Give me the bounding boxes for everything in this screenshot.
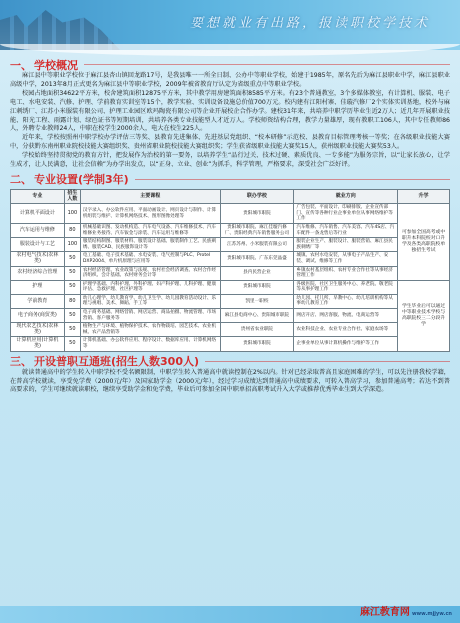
- major-courses: 机械基础识图、发动机构造、汽车电气设备、汽车维修技术、汽车维修业务接待、汽车钣金与涂装、汽车运用与维修等: [80, 223, 220, 237]
- table-header: 联办学校: [220, 189, 294, 203]
- table-row: [11, 252, 450, 266]
- major-jobs: 城镇、农村水电安装，从事电子产品生产、安装、调试、维修等工作: [294, 252, 398, 266]
- major-jobs: 广告包装、平面设计、印刷排版、企业宣传部门、宣传等各种行业企事业单位从事网络维护等工作: [294, 204, 398, 224]
- major-courses: 幼儿心理学、幼儿教育学、幼儿卫生学、幼儿园教育活动设计、乐理与视唱、美术、舞蹈、手工等: [80, 294, 220, 308]
- header-banner: [0, 0, 460, 50]
- major-partner: 江苏苏州、小米服装有限公司: [220, 238, 294, 252]
- table-header: 专业: [11, 189, 65, 203]
- major-courses: 服装结构制图、服装材料、服装设计基础、服装制作工艺、民族刺绣、服装CAD、民族服饰设计等: [80, 238, 220, 252]
- major-count: 50: [64, 323, 80, 337]
- table-row: [11, 223, 450, 237]
- school-building-image: [0, 0, 120, 50]
- table-row: [11, 337, 450, 351]
- major-name: 农村电气技术(农林类): [11, 252, 65, 266]
- major-courses: 汉字录入、办公软件应用、平面动画设计、网页设计与制作、计算机组装与维护、计算机网络技术、图形图像处理等: [80, 204, 220, 224]
- major-jobs: 幼儿园、托儿所、早教中心、幼儿培训机构等从事幼儿教育工作: [294, 294, 398, 308]
- major-jobs: 企事业单位从事计算机操作与维护等工作: [294, 337, 398, 351]
- table-header: 升学: [398, 189, 450, 203]
- major-count: 50: [64, 280, 80, 294]
- major-upgrade-path: 学生毕业后可以通过中等职业技术学校与高职院校三二分段升学: [398, 280, 450, 351]
- table-header: 招生人数: [64, 189, 80, 203]
- major-count: 50: [64, 266, 80, 280]
- section-title-general-vocational-class: 三、 开设普职互通班(招生人数300人): [10, 354, 450, 369]
- table-header: 就业方向: [294, 189, 398, 203]
- overview-paragraph: 近年来，学校按照州中职学校办学评估三等奖、县教育先进集体、先进基层党组织、“校本研修”示范校、县教育目标管理考核一等奖；在各级职业技能大赛中，分获黔东南州职业院校技能大赛组织奖、贵州省职业院校技能大赛组织奖；学生获省级职业技能大赛奖15人，获州级职业技能大赛奖53人。: [10, 134, 450, 151]
- table-row: [11, 204, 450, 224]
- general-vocational-paragraph: 就读普通高中的学生转入中职学校不受名额限制，中职学生转入普通高中就读控制在2%以内。针对已经录取普高且家庭困难的学生，可以先注册我校学籍，在普高学校就读，享受免学费（2000元/年）及国家助学金（2000元/年），经过学习成绩达到普通高中成绩要求，可转入普高学习，参加普通高考；若达不到普高要求的，学生可继续就读职校，继续享受助学金和免学费，毕业后可参加全国中职单招高职考试升入大学或推荐优秀毕业生到大学深造。: [10, 368, 450, 394]
- overview-paragraph: 校园占地面积34622平方米，校舍建筑面积12875平方米，其中教学用房建筑面积8585平方米。有23个普通教室，3个多媒体教室，有计算机、服装、电子电工、水电安装、汽修、护理、学前教育实训室等15个，教学实验、实训设备设施总价值700万元。校内建有江阳村寨、佳璇汽修厂2个实体实训基地，校外与麻江刺绣厂、江苏小米服装有限公司、护理工业园区欧玛陶瓷有限公司等企业开展校企合作办学。建校31年来，共培养中职学历毕业生近2万人；近几年开展职业技能、阳光工程、雨露计划、绿色证书等短期培训，共培养各类专业技能型人才近万人。学校师资结构合理，教学力量雄厚，现有教职工106人，其中专任教师86人，外聘专业教师24人，中职在校学生2000余人，电大在校生225人。: [10, 89, 450, 133]
- major-name: 计算机应用(计算机类): [11, 337, 65, 351]
- major-partner: 县内民营企业: [220, 266, 294, 280]
- major-jobs: 乡镇农村基层组织、农村专业合作社等从事经济管理工作: [294, 266, 398, 280]
- banner-wave-decoration: [0, 44, 460, 56]
- major-partner: 贵阳城市职院: [220, 280, 294, 294]
- overview-paragraph: 麻江县中等职业学校位于麻江县杏山镇回龙路17号，是我县唯一一所全日制、公办中等职业学校，始建于1985年，原名先后为麻江县职业中学，麻江县职业高级中学，2013年8月正式更名为麻江县中等职业学校，2009年被省教育厅认定为省级重点中等职业学校。: [10, 72, 450, 88]
- major-name: 学前教育: [11, 294, 65, 308]
- major-upgrade-path: 可参加全国高考或中职升本科院校对口升学及各类高职院校单独招生考试: [398, 204, 450, 281]
- major-name: 服装设计与工艺: [11, 238, 65, 252]
- major-courses: 计算机基础、办公软件应用、程序设计、数据库应用、计算机网络等: [80, 337, 220, 351]
- table-header: 主要课程: [80, 189, 220, 203]
- major-count: 50: [64, 309, 80, 323]
- table-row: [11, 309, 450, 323]
- poster-content: [10, 57, 450, 395]
- major-name: 汽车运用与维修: [11, 223, 65, 237]
- major-partner: 麻江县电商中心、贵阳城市职院: [220, 309, 294, 323]
- major-jobs: 网店开店、网店客服、物流、电商运营等: [294, 309, 398, 323]
- major-count: 80: [64, 223, 80, 237]
- table-row: [11, 294, 450, 308]
- major-courses: 电工基础、电子技术基础、水电安装、电气控制与PLC、Protel DXP2004、单片机原理与应用等: [80, 252, 220, 266]
- major-partner: 凯里一职校: [220, 294, 294, 308]
- major-partner: 贵阳城市职院、广东东莞晶盛: [220, 252, 294, 266]
- major-courses: 农村经济管理、农业政策与法规、农村社会经济调查、农村合作经济组织、会计基础、农村财务会计等: [80, 266, 220, 280]
- major-name: 计算机平面设计: [11, 204, 65, 224]
- major-name: 电子商务(商贸类): [11, 309, 65, 323]
- major-count: 100: [64, 204, 80, 224]
- majors-table: [10, 189, 450, 352]
- table-row: [11, 266, 450, 280]
- major-count: 50: [64, 252, 80, 266]
- major-courses: 植物生产与环境、植物保护技术、农作物栽培、园艺技术、农业机械、农产品营销等: [80, 323, 220, 337]
- major-name: 农村经济综合管理: [11, 266, 65, 280]
- overview-paragraph: 学校始终坚持贯彻党的教育方针，把发展作为治校的第一要务，以培养学生“品行过关、技术过硬、素质优良、一专多能”为服务宗旨，以“让家长放心，让学生成才，让人民满意，让社会信赖”为办学出发点，以“正身、立业、创业”为抓手，科学管理，严格要求，深受社会广泛好评。: [10, 152, 450, 169]
- major-partner: 贵州省农业职院: [220, 323, 294, 337]
- major-jobs: 服装企业生产、服装设计、服装营销、麻江县民族刺绣厂等: [294, 238, 398, 252]
- table-header-row: [11, 189, 450, 203]
- major-jobs: 农业科技企业、农业专业合作社、家庭农场等: [294, 323, 398, 337]
- major-count: 100: [64, 238, 80, 252]
- major-jobs: 各级医院、社区卫生服务中心、养老院、敬老院等从事护理工作: [294, 280, 398, 294]
- major-jobs: 汽车维修、汽车销售、汽车美容、汽车4S店、汽车配件一条龙售后等行业: [294, 223, 398, 237]
- major-name: 护理: [11, 280, 65, 294]
- site-logo: 麻江教育网 www.mjjyw.cn: [359, 607, 452, 618]
- table-row: [11, 238, 450, 252]
- major-name: 现代农艺技术(农林类): [11, 323, 65, 337]
- section-title-school-overview: 一、 学校概况: [10, 57, 450, 72]
- major-courses: 护理学基础、内科护理、外科护理、妇产科护理、儿科护理、健康评估、急救护理、社区护理等: [80, 280, 220, 294]
- table-row: [11, 280, 450, 294]
- major-count: 80: [64, 294, 80, 308]
- major-partner: 贵阳城市职院、麻江佳璇汽修厂、贵阳经典汽车销售服务公司: [220, 223, 294, 237]
- banner-tagline: 要想就业有出路，报读职校学技术: [190, 16, 431, 31]
- major-partner: 贵阳城市职院: [220, 204, 294, 224]
- major-courses: 电子商务基础、网络营销、网店运营、商品拍摄、物流管理、市场营销、客户服务等: [80, 309, 220, 323]
- section-title-majors: 二、 专业设置(学制3年): [10, 172, 450, 187]
- major-partner: 贵阳城市职院: [220, 337, 294, 351]
- table-row: [11, 323, 450, 337]
- major-count: 50: [64, 337, 80, 351]
